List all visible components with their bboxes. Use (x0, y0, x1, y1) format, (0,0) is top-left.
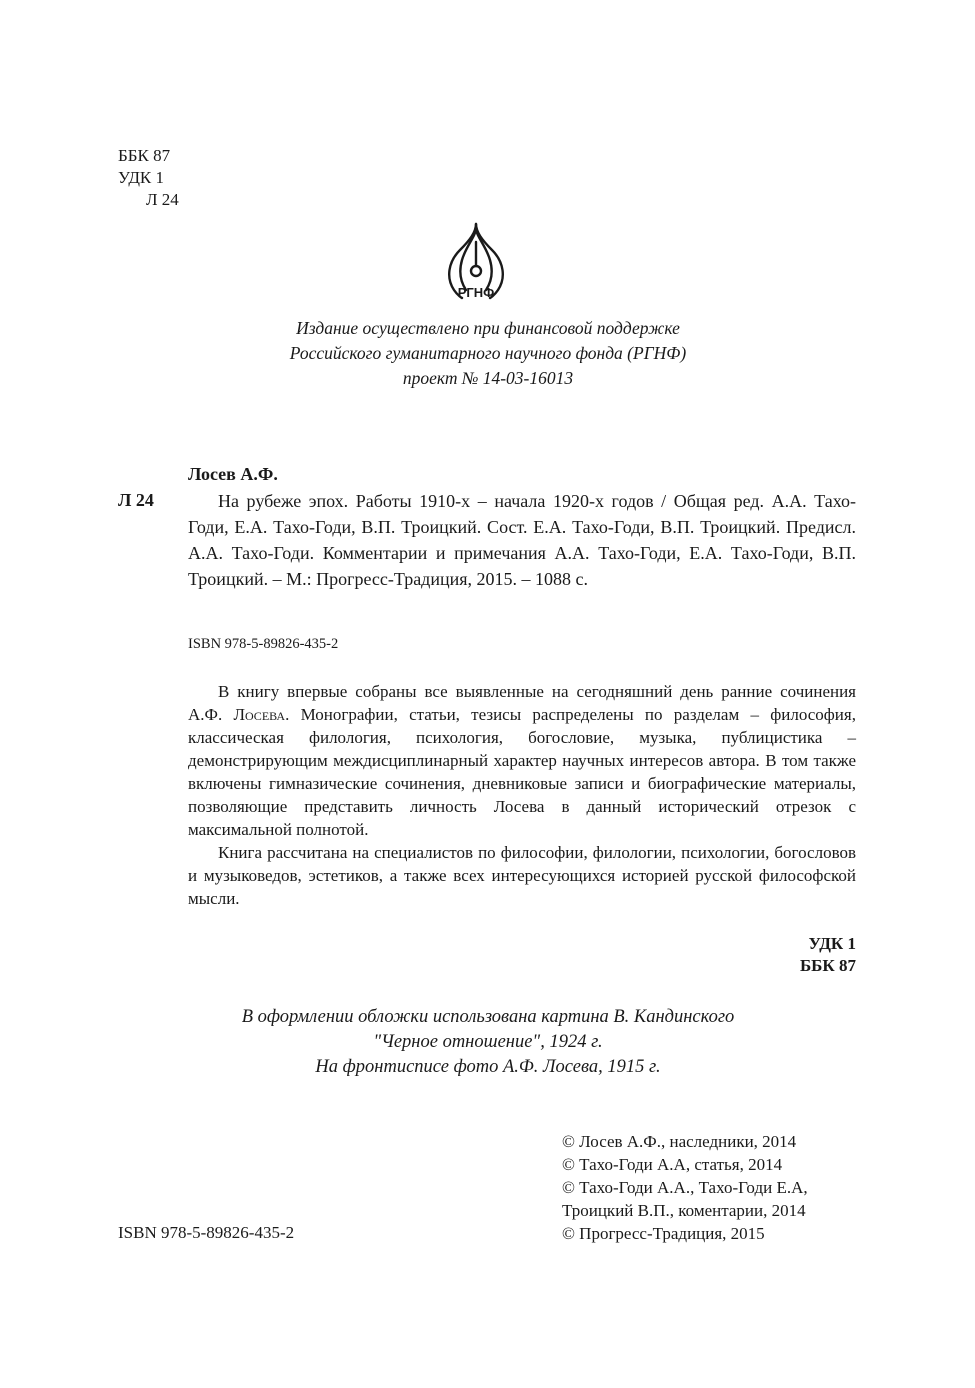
funding-note (188, 316, 788, 391)
annotation-p1-name: Лосева (233, 705, 286, 724)
cover-note-line-1: В оформлении обложки использована картина В. Кандинского (241, 1007, 735, 1027)
copyright-line-4: © Прогресс-Традиция, 2015 (562, 1224, 765, 1243)
rgnf-logo-icon (440, 222, 512, 304)
copyright-block (562, 1130, 808, 1245)
funding-line-2: Российского гуманитарного научного фонда (РГНФ) (289, 343, 687, 363)
annotation-p1-end: . Монографии, статьи, тезисы распределены по разделам – философия, классическая филология, психология, богословие, музыка, публицистика – демонстрирующим междисциплинарный характер научных интересов автора. В том также включены гимназические сочинения, дневниковые записи и биографические материалы, позволяющие представить личность Лосева в данный исторический отрезок с максимальной полнотой. (188, 705, 856, 839)
copyright-line-3: © Тахо-Годи А.А., Тахо-Годи Е.А, (562, 1178, 808, 1197)
annotation-paragraph-1 (188, 680, 856, 841)
bbk-code: ББК 87 (118, 146, 171, 165)
classification-codes-top (118, 145, 179, 211)
author-mark-left: Л 24 (118, 490, 154, 510)
annotation-paragraph-2: Книга рассчитана на специалистов по философии, филологии, психологии, богословов и музыковедов, эстетиков, а также всех интересующихся историей русской философской мысли. (188, 843, 856, 908)
copyright-line-3-cont: Троицкий В.П., коментарии, 2014 (562, 1201, 806, 1220)
cover-note (130, 1005, 846, 1080)
annotation-p1-start: В книгу впервые собраны все выявленные на сегодняшний день ранние сочинения А.Ф. (188, 682, 856, 724)
book-annotation (188, 680, 856, 910)
classification-codes-right (800, 933, 856, 977)
copyright-line-1: © Лосев А.Ф., наследники, 2014 (562, 1132, 797, 1151)
isbn-small: ISBN 978-5-89826-435-2 (188, 636, 339, 652)
funding-line-1: Издание осуществлено при финансовой поддержке (296, 318, 680, 338)
author-mark: Л 24 (146, 190, 179, 209)
udk-code-right: УДК 1 (808, 934, 856, 953)
author-heading: Лосев А.Ф. (188, 464, 278, 484)
isbn-bottom: ISBN 978-5-89826-435-2 (118, 1223, 295, 1242)
logo-text: РГНФ (457, 285, 495, 300)
bibliographic-description: На рубеже эпох. Работы 1910-х – начала 1920-х годов / Общая ред. А.А. Тахо-Годи, Е.А. Тахо-Годи, В.П. Троицкий. Сост. Е.А. Тахо-Годи, В.П. Троицкий. Предисл. А.А. Тахо-Годи. Комментарии и примечания А.А. Тахо-Годи, Е.А. Тахо-Годи, В.П. Троицкий. – М.: Прогресс-Традиция, 2015. – 1088 с. (188, 491, 856, 589)
bbk-code-right: ББК 87 (799, 956, 856, 975)
copyright-line-2: © Тахо-Годи А.А, статья, 2014 (562, 1155, 783, 1174)
funding-project-number: проект № 14-03-16013 (402, 368, 574, 388)
cover-note-line-2: "Черное отношение", 1924 г. (373, 1032, 603, 1052)
udk-code: УДК 1 (118, 168, 165, 187)
cover-note-line-3: На фронтисписе фото А.Ф. Лосева, 1915 г. (315, 1057, 661, 1077)
